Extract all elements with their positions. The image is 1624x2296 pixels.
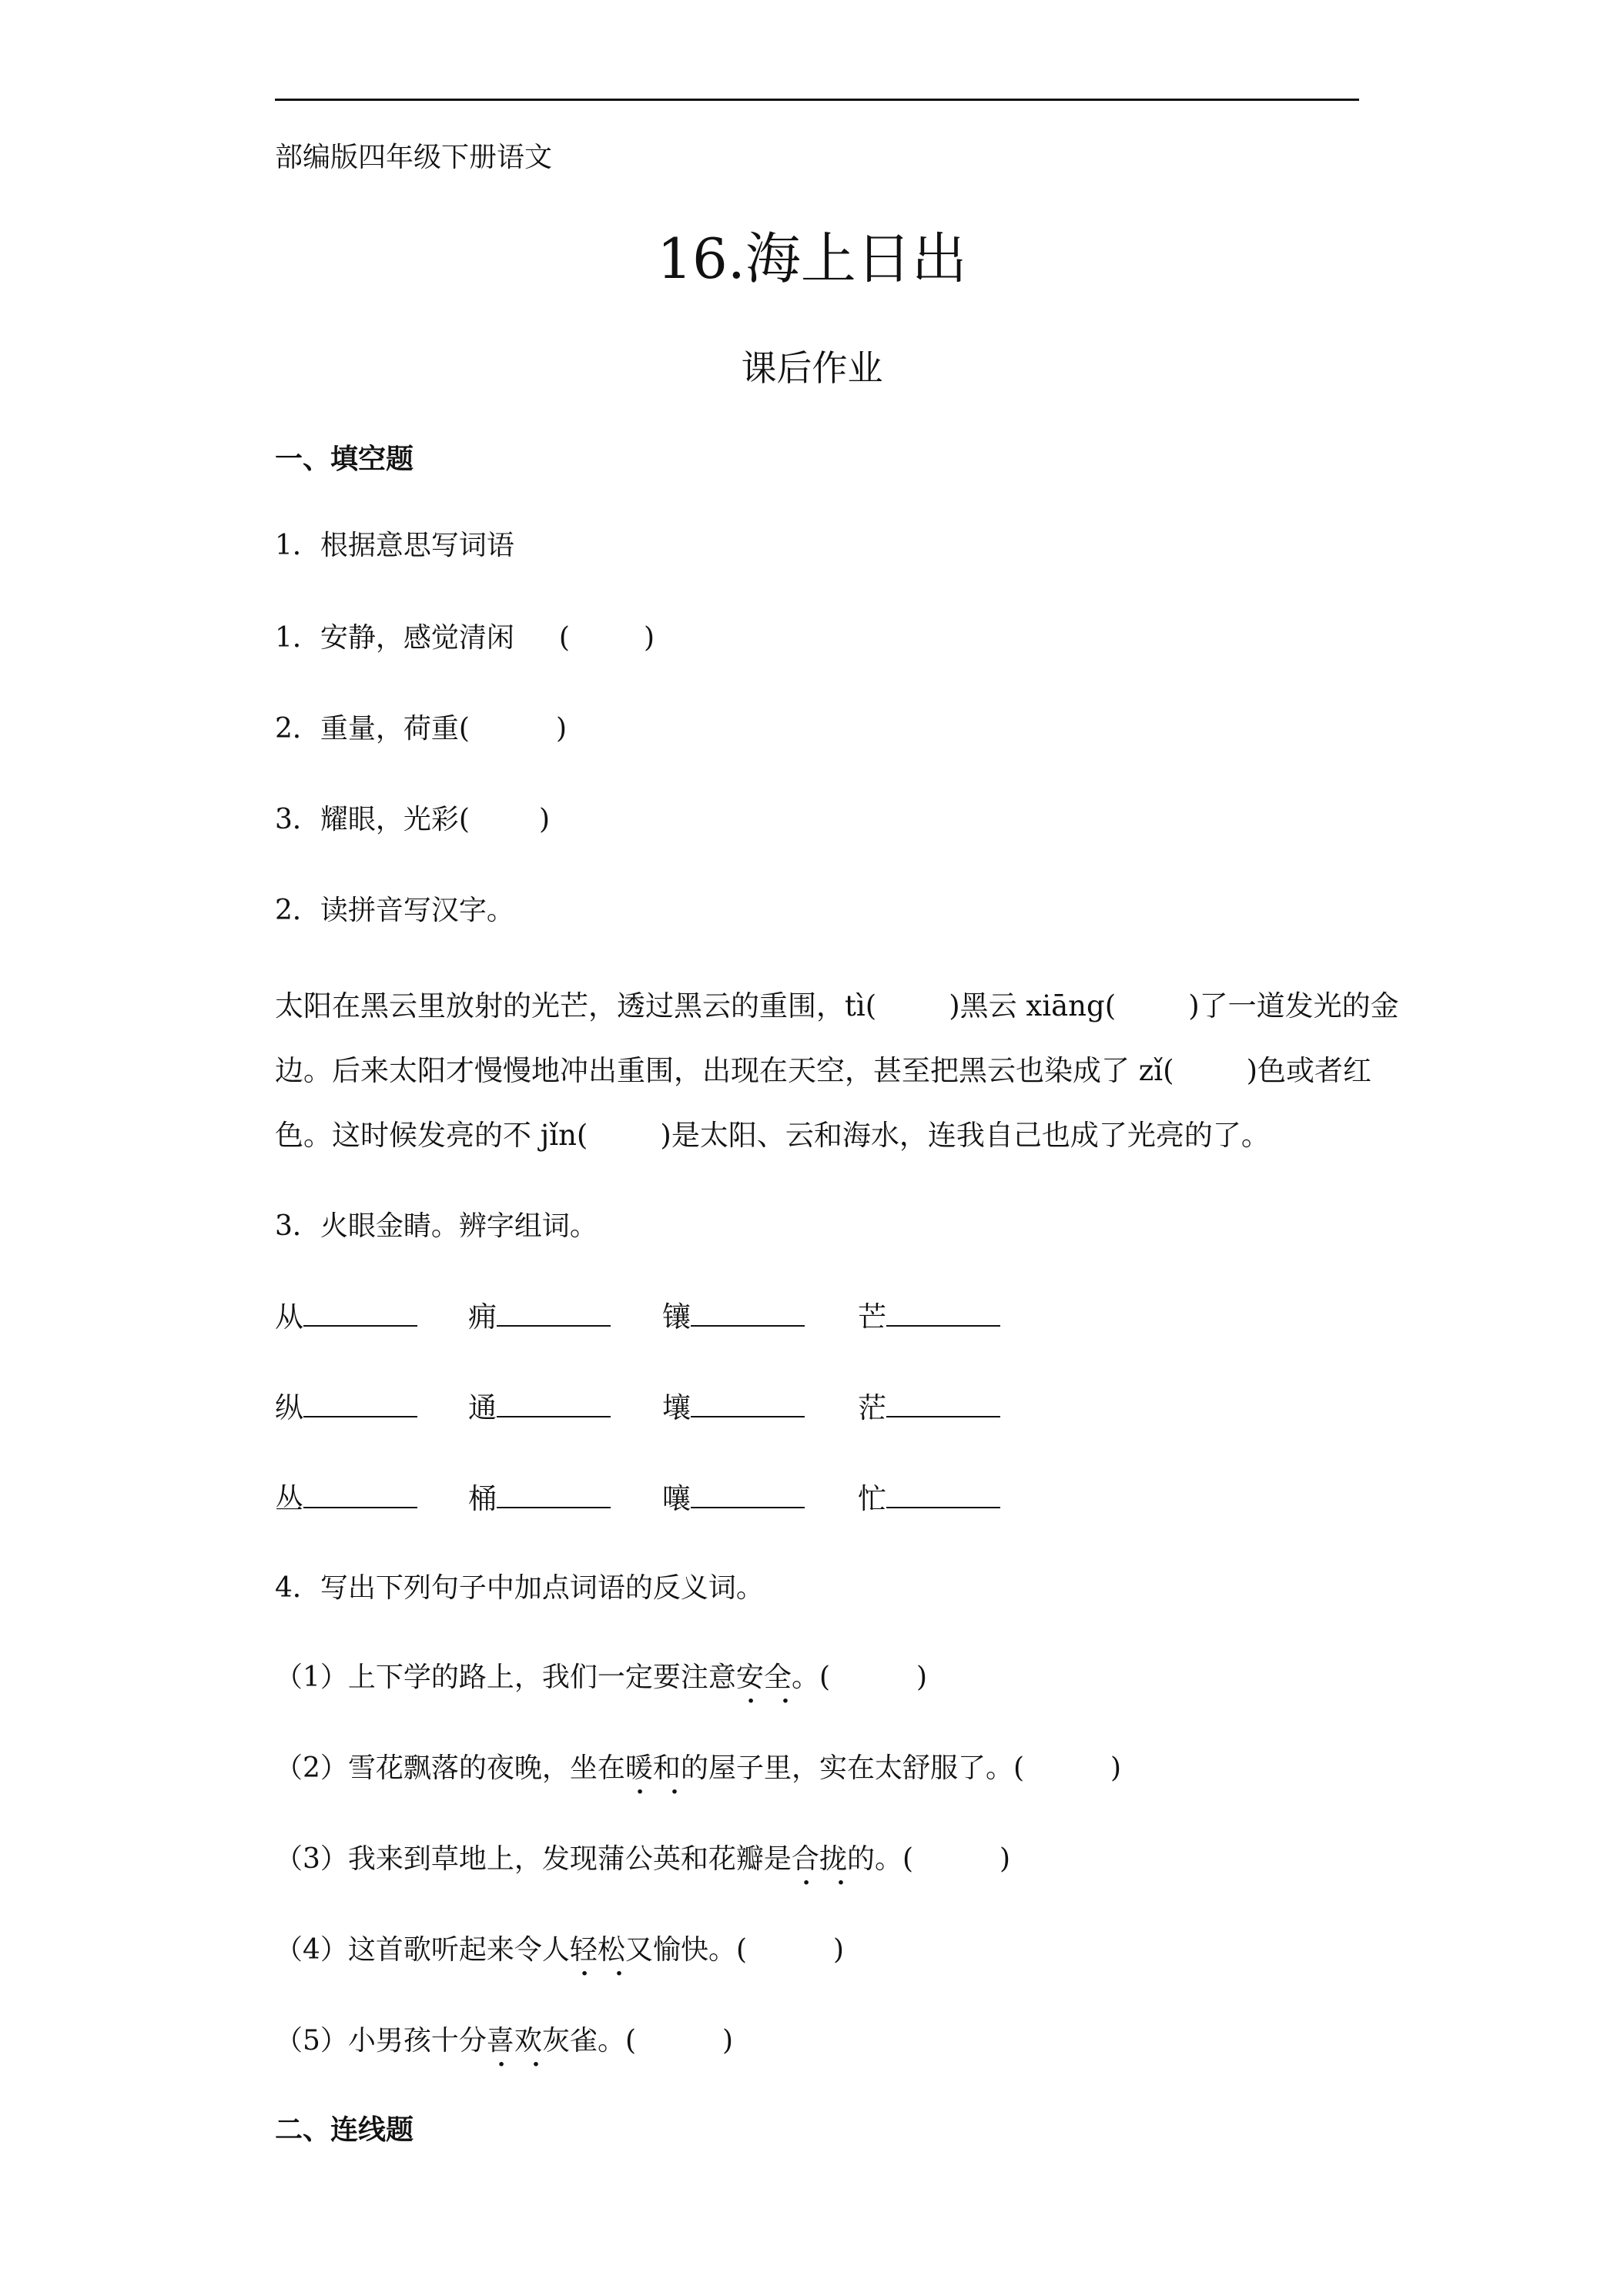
- dotted-word: 喜欢 · ·: [487, 2019, 542, 2058]
- antonym-item: （3）我来到草地上，发现蒲公英和花瓣是合拢 · ·的。( ): [275, 1837, 1010, 1876]
- question-1-stem: 1．根据意思写词语: [275, 530, 514, 561]
- antonym-item: （2）雪花飘落的夜晚，坐在暖和 · ·的屋子里，实在太舒服了。( ): [275, 1746, 1121, 1786]
- word-group-cell[interactable]: 镶: [662, 1294, 805, 1335]
- word-group-cell[interactable]: 桶: [468, 1475, 611, 1517]
- antonym-item: （5）小男孩十分喜欢 · ·灰雀。( ): [275, 2019, 733, 2058]
- word-group-cell[interactable]: 丛: [275, 1475, 417, 1517]
- question-2-stem: 2．读拼音写汉字。: [275, 895, 514, 926]
- question-3-stem: 3．火眼金睛。辨字组词。: [275, 1210, 598, 1242]
- question-1-item: 2．重量，荷重( ): [275, 713, 568, 745]
- dotted-word: 合拢 · ·: [792, 1837, 847, 1876]
- pinyin-passage-line: 色。这时候发亮的不 jǐn( )是太阳、云和海水，连我自己也成了光亮的了。: [275, 1119, 1270, 1152]
- section-heading-matching: 二、连线题: [275, 2114, 414, 2146]
- question-1-item: 3．耀眼，光彩( ): [275, 804, 551, 835]
- word-group-cell[interactable]: 壤: [662, 1384, 805, 1426]
- dotted-word: 轻松 · ·: [570, 1928, 625, 1967]
- word-group-cell[interactable]: 嚷: [662, 1475, 805, 1517]
- pinyin-passage-line: 边。后来太阳才慢慢地冲出重围，出现在天空，甚至把黑云也染成了 zǐ( )色或者红: [275, 1054, 1372, 1087]
- page-subtitle: 课后作业: [741, 347, 883, 389]
- dotted-word: 安全 · ·: [736, 1655, 792, 1695]
- word-group-cell[interactable]: 通: [468, 1384, 611, 1426]
- series-label: 部编版四年级下册语文: [275, 142, 553, 173]
- word-group-cell[interactable]: 痈: [468, 1294, 611, 1335]
- antonym-item: （1）上下学的路上，我们一定要注意安全 · ·。( ): [275, 1655, 927, 1695]
- pinyin-passage-line: 太阳在黑云里放射的光芒，透过黑云的重围，tì( )黑云 xiāng( )了一道发光的金: [275, 989, 1399, 1022]
- word-group-cell[interactable]: 芒: [858, 1294, 1000, 1335]
- header-rule: [275, 99, 1359, 101]
- dotted-word: 暖和 · ·: [625, 1746, 681, 1786]
- page-title: 16.海上日出: [657, 226, 967, 291]
- question-1-item: 1．安静，感觉清闲 ( ): [275, 622, 655, 654]
- antonym-item: （4）这首歌听起来令人轻松 · ·又愉快。( ): [275, 1928, 844, 1967]
- question-4-stem: 4．写出下列句子中加点词语的反义词。: [275, 1572, 764, 1604]
- word-group-cell[interactable]: 茫: [858, 1384, 1000, 1426]
- word-group-cell[interactable]: 从: [275, 1294, 417, 1335]
- section-heading-fill-blank: 一、填空题: [275, 443, 414, 475]
- word-group-cell[interactable]: 纵: [275, 1384, 417, 1426]
- word-group-cell[interactable]: 忙: [858, 1475, 1000, 1517]
